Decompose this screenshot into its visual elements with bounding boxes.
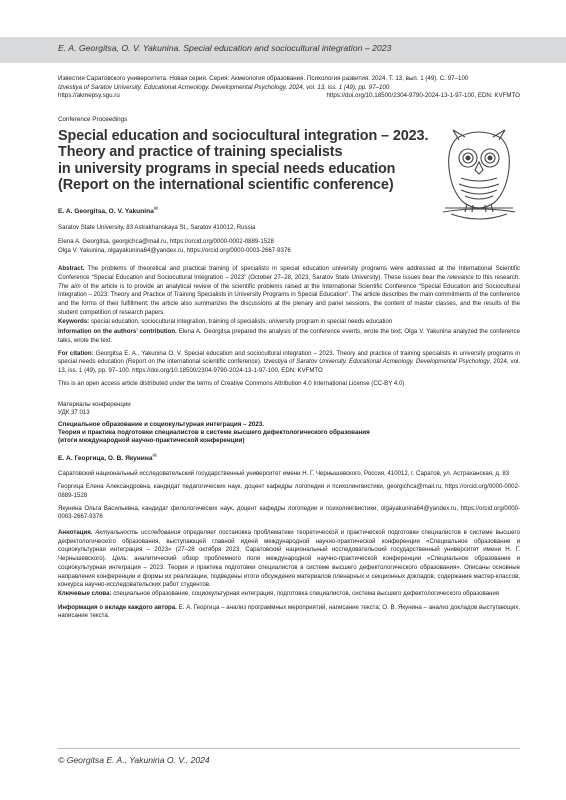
ru-contact-2: Якунина Ольга Васильевна, кандидат филологических наук, доцент кафедры логопедии и психолингвистики, olgayakunina64@yandex.ru, https://orcid.org/0000-0003-2667-9376 [58,504,520,521]
ru-annotation-relevance: Актуальность исследования [95,529,181,537]
author-contact-2: Olga V. Yakunina, olgayakunina64@yandex.ru, https://orcid.org/0000-0003-2667-9376 [58,246,291,254]
citation-label: For citation: [58,349,94,357]
doi-link[interactable]: https://doi.org/10.18500/2304-9790-2024-13-1-97-100, EDN: KVFMTO [326,92,520,100]
ru-keywords-text: специальное образование, социокультурная интеграция, подготовка специалистов, система высшего дефектологического образования [111,589,500,597]
ru-annotation [58,529,520,590]
abstract-text: of the article is to provide an analytical review of the scientific problems raised at the International Scientific Conference “Special Education and Sociocultural Integration – 2023: Theory and Practice of Training Specialists in University Programs in Special Education”. The article describes the main commitments of the conference and the forms of their fulfillment; the article also summarizes the discussions at the plenary and panel sessions, the content of master classes, and the results of the student competition of research papers. [58,282,521,316]
ru-annotation-text: определяет постановка проблематики теоретической и практической подготовки специалистов в системе высшего дефектологического образования, выступающей главной идеей международной научно-практической конференции «Специальное образование и социокультурная интеграция – 2023» (27–28 октября 2023, Саратовский национальный исследовательский государственный университет имени Н. Г. Чернышевского). [58,529,520,563]
journal-meta [58,75,520,101]
running-header [0,37,566,63]
ru-authors [58,453,520,462]
corresponding-mark-icon: ✉ [152,453,157,460]
contribution-text: Elena A. Georgitsa prepared the analysis of the conference events, wrote the text; Olga V. Yakunina analyzed the conference talks, wrote the text. [58,328,520,344]
journal-citation-ru: Известия Саратовского университета. Новая серия. Серия: Акмеология образования. Психология развития. 2024. Т. 13, вып. 1 (49). С. 97–100 [58,75,469,82]
journal-website-link[interactable]: https://akmepsy.sgu.ru [58,92,120,100]
ru-affiliation: Саратовский национальный исследовательский государственный университет имени Н. Г. Чернышевского, Россия, 410012, г. Саратов, ул. Астраханская, д. 83 [58,469,510,477]
contribution-label: Information on the authors’ contribution. [58,328,177,336]
author-contact-1: Elena A. Georgitsa, georgichca@mail.ru, https://orcid.org/0000-0002-0889-1528 [58,238,274,246]
ru-contribution-label: Информация о вкладе каждого автора. [58,603,177,611]
title-line: Special education and sociocultural integration – 2023. [58,127,429,144]
citation-text: , 2024, vol. 13, iss. 1 (49), pp. 97–100. https://doi.org/10.18500/2304-9790-2024-13-1-97-100, EDN: KVFMTO [58,358,521,375]
ru-title [58,421,520,446]
keywords [58,318,520,327]
license-note: This is an open access article distributed under the terms of Creative Commons Attribution 4.0 International License (CC-BY 4.0) [58,379,405,387]
ru-title-line: Теория и практика подготовки специалистов в системе высшего дефектологического образования [58,428,370,436]
section-label: Conference Proceedings [58,115,128,123]
corresponding-mark-icon: ✉ [153,206,158,213]
title-line: (Report on the international scientific conference) [58,177,394,193]
abstract [58,265,520,317]
abstract-label: Abstract. [58,265,85,273]
ru-title-line: (итоги международной научно-практической конференции) [58,437,245,445]
keywords-text: special education, sociocultural integration, training of specialists, university program in special needs education [89,317,393,325]
authors [58,206,520,215]
journal-citation-en: Izvestiya of Saratov University. Educational Acmeology. Developmental Psychology, 2024, vol. 13, iss. 1 (49), pp. 97–100 [58,83,390,91]
ru-title-line: Специальное образование и социокультурная интеграция – 2023. [58,420,265,428]
abstract-relevance: relevance [447,274,474,282]
citation-text: Georgitsa E. A., Yakunina O. V. Special education and sociocultural integration – 2023. Theory and practice of training specialists in university programs in special needs education (Report on the international scientific conference). [58,349,520,366]
abstract-text: to this research. [473,274,520,282]
footer-divider [58,748,520,749]
citation [58,350,520,376]
ru-annotation-text: аналитический обзор проблемного поля международной научно-практической конференции «Специальное образование и социокультурная интеграция – 2023. Теория и практика подготовки специалистов в системе высшего дефектологического образования». Описаны основные направления конференции и формы их реализации, подведены итоги обсуждения материалов пленарных и секционных докладов, содержания мастер-классов, конкурса научно-исследовательских работ студентов. [58,555,520,589]
ru-annotation-aim: Цель: [112,555,129,563]
ru-section-label: Материалы конференции [58,400,131,408]
abstract-aim: The aim [58,282,81,290]
copyright: © Georgitsa E. A., Yakunina O. V., 2024 [58,755,210,765]
title-line: in university programs in special needs education [58,160,396,177]
ru-contribution-text: Е. А. Георгица – анализ программных мероприятий, написание текста; О. В. Якунина – анализ докладов выступающих, написание текста. [58,603,520,620]
authors-contribution [58,328,520,345]
keywords-label: Keywords: [58,317,90,325]
ru-udk: УДК 37.013 [58,409,90,417]
ru-keywords [58,590,520,599]
affiliation: Saratov State University, 83 Astrakhanskaya St., Saratov 410012, Russia [58,223,256,231]
abstract-text: The problems of theoretical and practical training of specialists in special education university programs were addressed at the International Scientific Conference “Special Education and Sociocultural Integration – 2023” (October 27–28, 2023, Saratov State University). These issues bear the [58,265,520,282]
russian-section [58,401,520,622]
ru-contact-1: Георгица Елена Александровна, кандидат педагогических наук, доцент кафедры логопедии и психолингвистики, georgichca@mail.ru, https://orcid.org/0000-0002-0889-1528 [58,483,520,499]
ru-annotation-label: Аннотация. [58,529,93,537]
ru-keywords-label: Ключевые слова: [58,589,112,597]
article-title [58,128,443,194]
citation-journal: Izvestiya of Saratov University. Educational Acmeology. Developmental Psychology [263,358,490,366]
authors-names: E. A. Georgitsa, O. V. Yakunina [58,208,154,216]
ru-contribution [58,604,520,621]
title-line: Theory and practice of training specialists [58,144,343,161]
running-header-text: E. A. Georgitsa, O. V. Yakunina. Special education and sociocultural integration – 2023 [58,43,392,53]
ru-authors-names: Е. А. Георгица, О. В. Якунина [58,455,153,463]
article-content [58,75,520,621]
